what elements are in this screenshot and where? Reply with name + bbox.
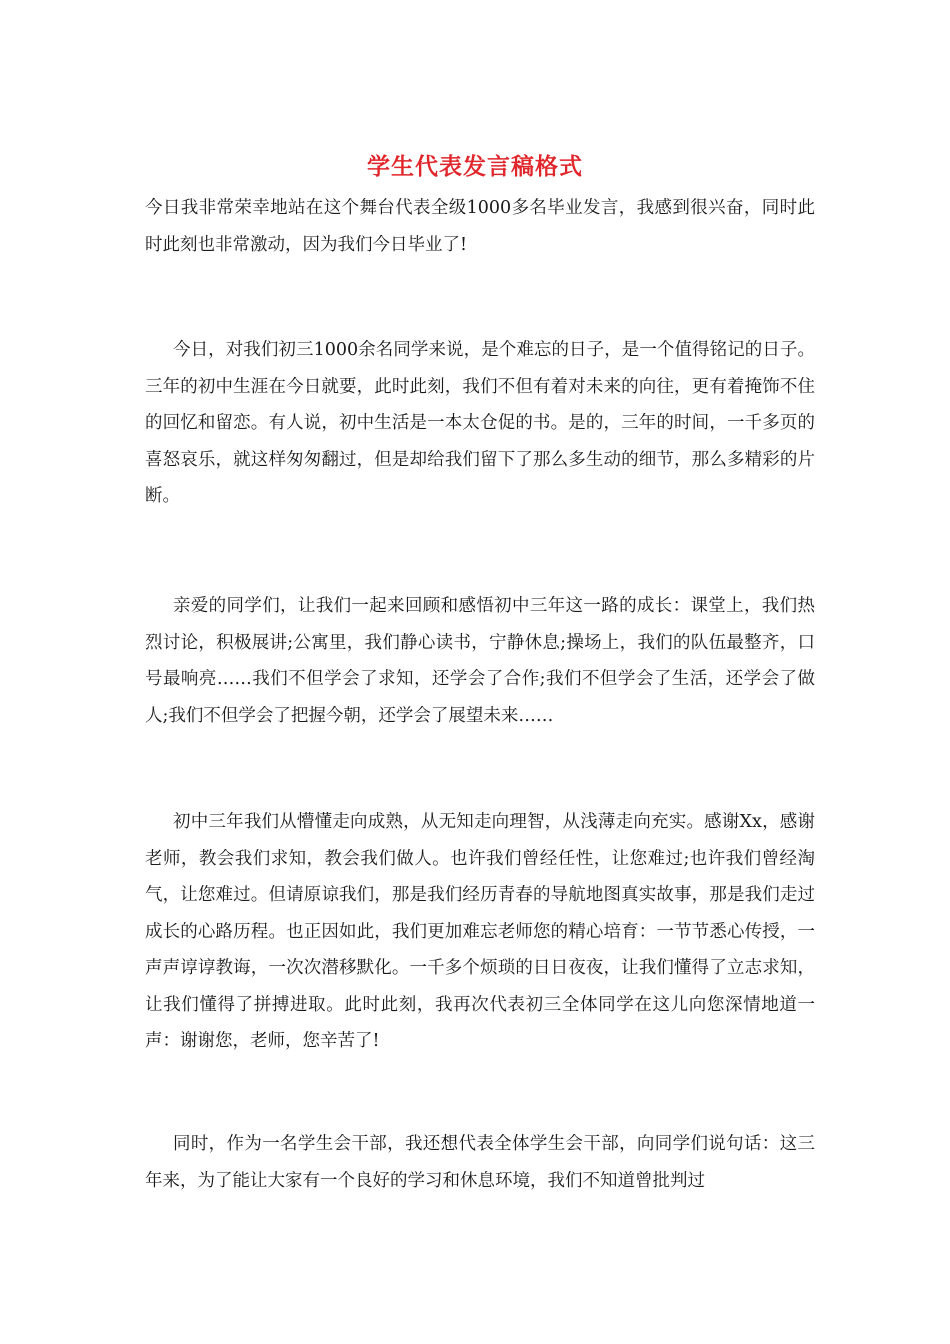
document-title: 学生代表发言稿格式 (367, 153, 583, 180)
paragraph-growth: 亲爱的同学们，让我们一起来回顾和感悟初中三年这一路的成长：课堂上，我们热烈讨论，积极展讲;公寓里，我们静心读书，宁静休息;操场上，我们的队伍最整齐，口号最响亮……我们不但学会了求知，还学会了合作;我们不但学会了生活，还学会了做人;我们不但学会了把握今朝，还学会了展望未来…… (145, 596, 815, 726)
paragraph-thanks-teachers: 初中三年我们从懵懂走向成熟，从无知走向理智，从浅薄走向充实。感谢Xx，感谢老师，教会我们求知，教会我们做人。也许我们曾经任性，让您难过;也许我们曾经淘气，让您难过。但请原谅我们，那是我们经历青春的导航地图真实故事，那是我们走过成长的心路历程。也正因如此，我们更加难忘老师您的精心培育：一节节悉心传授，一声声谆谆教诲，一次次潜移默化。一千多个烦琐的日日夜夜，让我们懂得了立志求知，让我们懂得了拼搏进取。此时此刻，我再次代表初三全体同学在这儿向您深情地道一声：谢谢您，老师，您辛苦了! (145, 812, 815, 1051)
paragraph-student-council: 同时，作为一名学生会干部，我还想代表全体学生会干部，向同学们说句话：这三年来，为了能让大家有一个良好的学习和休息环境，我们不知道曾批判过 (145, 1134, 815, 1191)
paragraph-memorable-day: 今日，对我们初三1000余名同学来说，是个难忘的日子，是一个值得铭记的日子。三年的初中生涯在今日就要，此时此刻，我们不但有着对未来的向往，更有着掩饰不住的回忆和留恋。有人说，初中生活是一本太仓促的书。是的，三年的时间，一千多页的喜怒哀乐，就这样匆匆翻过，但是却给我们留下了那么多生动的细节，那么多精彩的片断。 (145, 340, 815, 506)
paragraph-intro: 今日我非常荣幸地站在这个舞台代表全级1000多名毕业发言，我感到很兴奋，同时此时此刻也非常激动，因为我们今日毕业了! (145, 198, 815, 255)
